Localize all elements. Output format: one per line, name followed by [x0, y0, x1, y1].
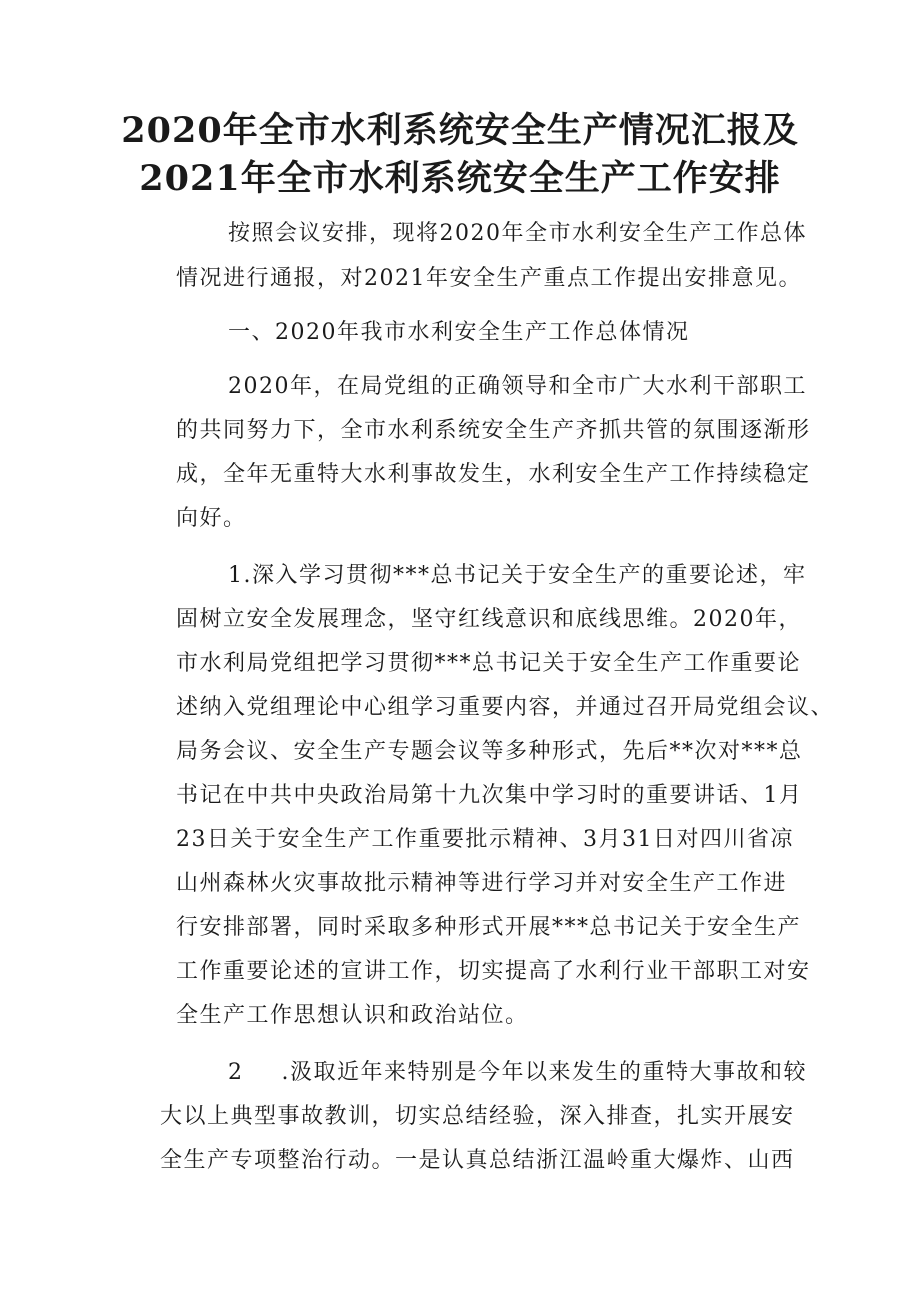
overview-paragraph-line-4: 向好。: [176, 506, 247, 531]
item-2-text: .汲取近年来特别是今年以来发生的重特大事故和较: [281, 1060, 807, 1085]
item-1-line-5: 局务会议、安全生产专题会议等多种形式，先后**次对***总: [176, 739, 803, 764]
intro-paragraph-line-1: 按照会议安排，现将2020年全市水利安全生产工作总体: [228, 221, 807, 246]
item-1-line-3: 市水利局党组把学习贯彻***总书记关于安全生产工作重要论: [176, 651, 802, 676]
item-1-line-6: 书记在中共中央政治局第十九次集中学习时的重要讲话、1月: [176, 783, 803, 808]
overview-paragraph-line-3: 成，全年无重特大水利事故发生，水利安全生产工作持续稳定: [176, 462, 811, 487]
overview-paragraph-line-2: 的共同努力下，全市水利系统安全生产齐抓共管的氛围逐渐形: [176, 418, 811, 443]
item-1-line-7: 23日关于安全生产工作重要批示精神、3月31日对四川省凉: [176, 827, 794, 852]
item-1-line-1: 1.深入学习贯彻***总书记关于安全生产的重要论述，牢: [228, 563, 807, 588]
item-2-number: 2: [228, 1060, 244, 1085]
overview-paragraph-line-1: 2020年，在局党组的正确领导和全市广大水利干部职工: [228, 374, 807, 399]
item-1-line-2: 固树立安全发展理念，坚守红线意识和底线思维。2020年，: [176, 607, 802, 632]
item-1-line-8: 山州森林火灾事故批示精神等进行学习并对安全生产工作进: [176, 871, 788, 896]
document-title-line-2: 2021年全市水利系统安全生产工作安排: [139, 158, 781, 199]
document-title-line-1: 2020年全市水利系统安全生产情况汇报及: [121, 110, 799, 151]
item-1-line-10: 工作重要论述的宣讲工作，切实提高了水利行业干部职工对安: [176, 959, 811, 984]
item-1-line-4: 述纳入党组理论中心组学习重要内容，并通过召开局党组会议、: [176, 695, 835, 720]
intro-paragraph-line-2: 情况进行通报，对2021年安全生产重点工作提出安排意见。: [176, 266, 802, 291]
item-1-line-9: 行安排部署，同时采取多种形式开展***总书记关于安全生产: [176, 915, 802, 940]
item-2-line-3: 全生产专项整治行动。一是认真总结浙江温岭重大爆炸、山西: [160, 1148, 795, 1173]
item-1-line-11: 全生产工作思想认识和政治站位。: [176, 1003, 529, 1028]
item-2-line-2: 大以上典型事故教训，切实总结经验，深入排查，扎实开展安: [160, 1104, 795, 1129]
item-2-line-1: [228, 1058, 807, 1088]
section-heading-1: 一、2020年我市水利安全生产工作总体情况: [228, 320, 690, 345]
